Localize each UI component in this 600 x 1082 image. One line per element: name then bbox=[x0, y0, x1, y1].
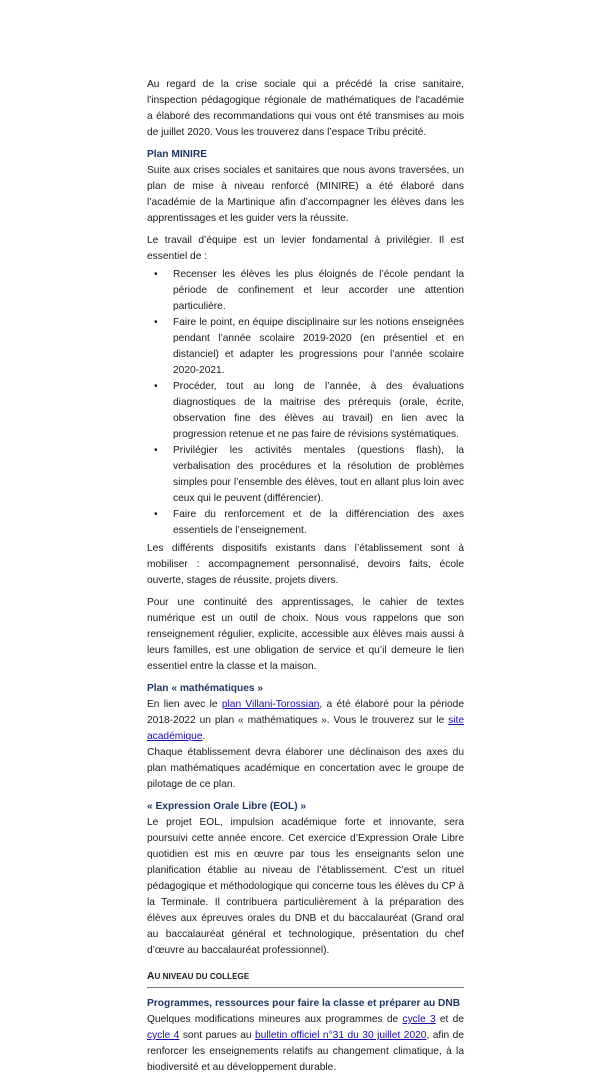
bullet-icon: • bbox=[154, 269, 158, 280]
list-item: • Privilégier les activités mentales (questions flash), la verbalisation des procédures et la résolution de problèmes simples pour l’ensemble des élèves, tout en allant plus loin avec ceux qui le peuvent (différencier). bbox=[154, 445, 464, 504]
minire-paragraph-3: Les différents dispositifs existants dans l’établissement sont à mobiliser : accompagnement personnalisé, devoirs faits, école ouverte, stages de réussite, projets divers. bbox=[147, 543, 464, 586]
bullet-icon: • bbox=[154, 445, 158, 456]
eol-paragraph: Le projet EOL, impulsion académique forte et innovante, sera poursuivi cette année encore. Cet exercice d’Expression Orale Libre quotidien est mis en œuvre par tous les enseignants selon une planification établie au niveau de l’établissement. C’est un rituel pédagogique et méthodologique qui concerne tous les élèves du CP à la Terminale. Il contribuera particulièrement à la préparation des élèves aux épreuves orales du DNB et du baccalauréat (Grand oral au baccalauréat général et technologique, présentation du chef d’œuvre au baccalauréat professionnel). bbox=[147, 817, 464, 956]
intro-paragraph: Au regard de la crise sociale qui a précédé la crise sanitaire, l'inspection pédagogique régionale de mathématiques de l'académie a élaboré des recommandations qui vous ont été transmises au mois de juillet 2020. Vous les trouverez dans l’espace Tribu précité. bbox=[147, 79, 464, 138]
college-paragraph: Quelques modifications mineures aux programmes de cycle 3 et de cycle 4 sont parues au bulletin officiel n°31 du 30 juillet 2020, afin de renforcer les enseignements relatifs au changement climatique, à la biodiversité et au développement durable. bbox=[147, 1014, 464, 1073]
link-cycle-3[interactable]: cycle 3 bbox=[402, 1014, 436, 1025]
bullet-icon: • bbox=[154, 317, 158, 328]
section-title-college: AU NIVEAU DU COLLEGE bbox=[147, 969, 464, 988]
list-item: • Faire du renforcement et de la différenciation des axes essentiels de l’enseignement. bbox=[154, 509, 464, 536]
list-item: • Faire le point, en équipe disciplinaire sur les notions enseignées pendant l’année scolaire 2019-2020 (en présentiel et en distanciel) et adapter les progressions pour l’année scolaire 2020-2021. bbox=[154, 317, 464, 376]
document-page bbox=[147, 77, 464, 1082]
bullet-icon: • bbox=[154, 381, 158, 392]
link-site-academique[interactable]: site académique bbox=[147, 715, 464, 742]
minire-bullet-list bbox=[147, 267, 464, 539]
bullet-icon: • bbox=[154, 509, 158, 520]
link-plan-villani-torossian[interactable]: plan Villani-Torossian bbox=[221, 699, 320, 710]
list-item: • Recenser les élèves les plus éloignés de l’école pendant la période de confinement et leur accorder une attention particulière. bbox=[154, 269, 464, 312]
heading-programmes: Programmes, ressources pour faire la classe et préparer au DNB bbox=[147, 998, 461, 1009]
list-item: • Procéder, tout au long de l’année, à des évaluations diagnostiques de la maitrise des prérequis (orale, écrite, observation fine des élèves au travail) en lien avec la progression retenue et ne pas faire de révisions systématiques. bbox=[154, 381, 464, 440]
link-bulletin-officiel[interactable]: bulletin officiel n°31 du 30 juillet 2020 bbox=[255, 1030, 427, 1041]
plan-maths-paragraph-2: Chaque établissement devra élaborer une déclinaison des axes du plan mathématiques académique en concertation avec le groupe de pilotage de ce plan. bbox=[147, 747, 464, 790]
minire-paragraph-1: Suite aux crises sociales et sanitaires que nous avons traversées, un plan de mise à niveau renforcé (MINIRE) a été élaboré dans l’académie de la Martinique afin d’accompagner les élèves dans les apprentissages et les guider vers la réussite. bbox=[147, 165, 464, 224]
minire-paragraph-2: Le travail d’équipe est un levier fondamental à privilégier. Il est essentiel de : bbox=[147, 235, 464, 262]
minire-paragraph-4: Pour une continuité des apprentissages, le cahier de textes numérique est un outil de choix. Nous vous rappelons que son renseignement régulier, explicite, accessible aux élèves mais aussi à leurs familles, est une obligation de service et qu’il demeure le lien essentiel entre la classe et la maison. bbox=[147, 597, 464, 672]
link-cycle-4[interactable]: cycle 4 bbox=[147, 1030, 180, 1041]
heading-plan-minire: Plan MINIRE bbox=[147, 149, 208, 160]
heading-plan-mathematiques: Plan « mathématiques » bbox=[147, 683, 264, 694]
heading-eol: « Expression Orale Libre (EOL) » bbox=[147, 801, 307, 812]
plan-maths-paragraph-1: En lien avec le plan Villani-Torossian, a été élaboré pour la période 2018-2022 un plan « mathématiques ». Vous le trouverez sur le site académique. bbox=[147, 699, 464, 742]
